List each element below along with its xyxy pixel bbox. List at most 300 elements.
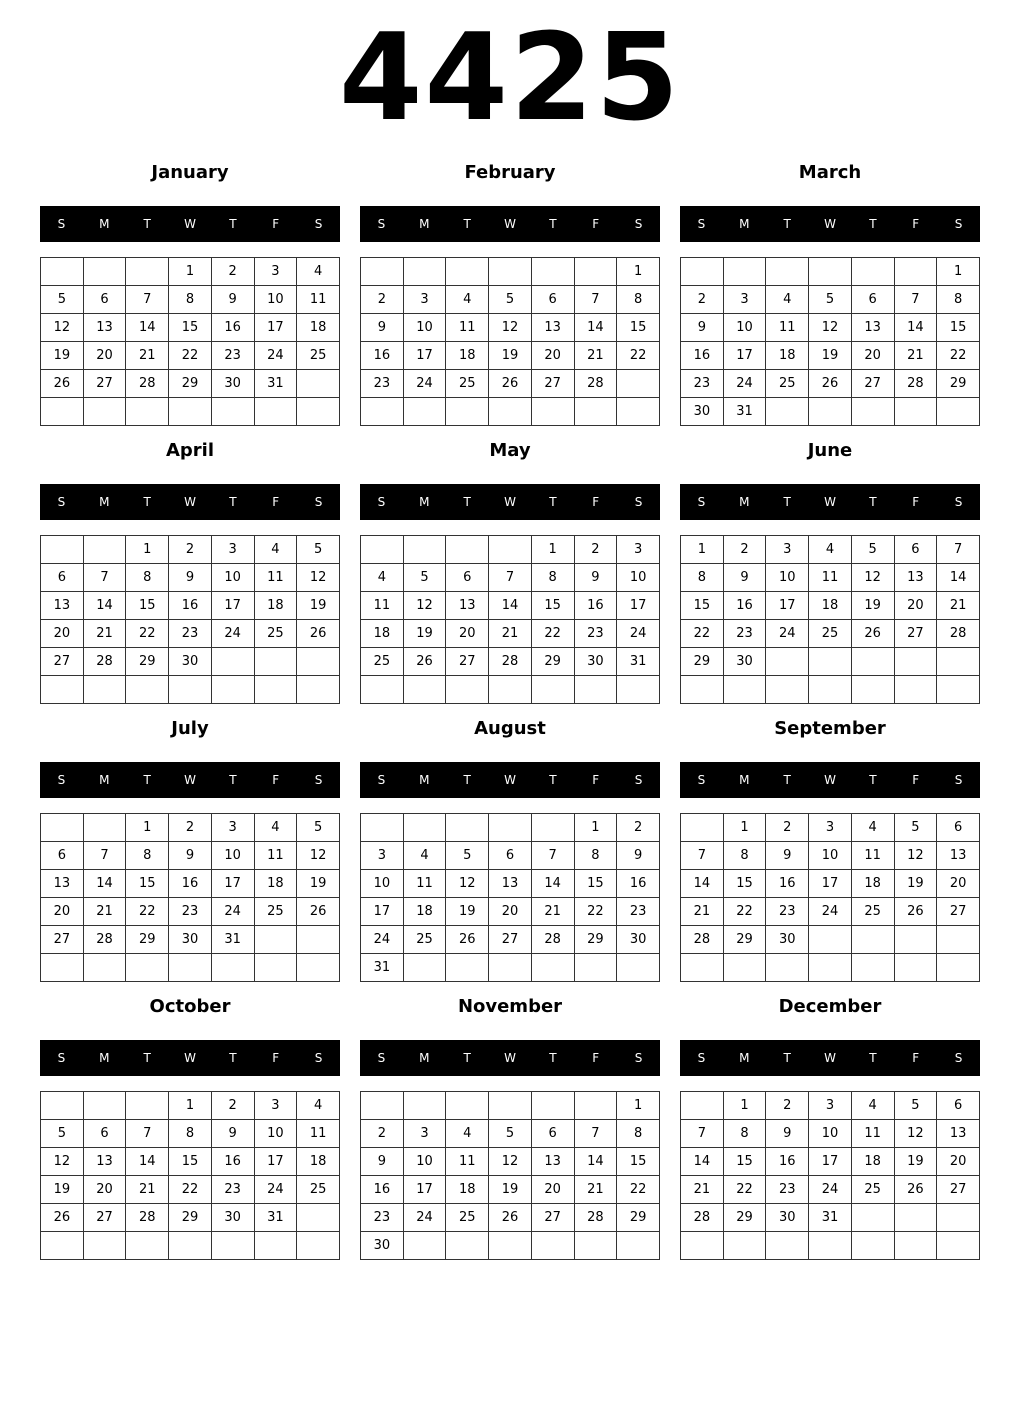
day-cell: 4 [851, 814, 894, 842]
day-cell [126, 398, 169, 426]
day-cell: 22 [681, 620, 724, 648]
day-cell: 17 [211, 592, 254, 620]
day-cell: 7 [894, 286, 937, 314]
day-cell: 4 [254, 536, 297, 564]
day-cell: 21 [126, 1176, 169, 1204]
day-cell: 12 [41, 314, 84, 342]
day-cell: 29 [723, 926, 766, 954]
day-cell: 24 [723, 370, 766, 398]
day-cell: 16 [574, 592, 617, 620]
day-cell [809, 676, 852, 704]
day-cell [126, 1232, 169, 1260]
day-cell: 13 [851, 314, 894, 342]
day-cell [446, 954, 489, 982]
weekday-label: W [184, 773, 196, 787]
day-cell: 7 [681, 842, 724, 870]
weekday-label: T [463, 773, 471, 787]
week-row [681, 954, 980, 982]
day-cell: 3 [766, 536, 809, 564]
day-cell: 20 [937, 1148, 980, 1176]
week-row [361, 676, 660, 704]
day-cell: 28 [937, 620, 980, 648]
weekday-label: F [912, 1051, 920, 1065]
weekday-label: S [697, 1051, 706, 1065]
month-name: June [807, 440, 853, 461]
day-cell: 17 [617, 592, 660, 620]
weekday-header [40, 1040, 340, 1076]
week-row [681, 620, 980, 648]
day-cell [489, 954, 532, 982]
week-row [681, 1120, 980, 1148]
weekday-label: W [184, 495, 196, 509]
day-cell [83, 258, 126, 286]
day-cell: 11 [446, 314, 489, 342]
day-cell: 15 [617, 1148, 660, 1176]
day-cell: 22 [126, 898, 169, 926]
day-cell: 10 [361, 870, 404, 898]
day-cell: 30 [211, 1204, 254, 1232]
day-cell [617, 1232, 660, 1260]
week-row [361, 648, 660, 676]
day-cell: 22 [723, 898, 766, 926]
day-cell: 29 [169, 370, 212, 398]
day-cell: 18 [254, 870, 297, 898]
day-cell: 6 [531, 1120, 574, 1148]
day-cell: 3 [723, 286, 766, 314]
day-cell [446, 258, 489, 286]
weekday-label: S [314, 217, 323, 231]
day-cell [681, 954, 724, 982]
day-cell [403, 676, 446, 704]
weekday-label: F [912, 773, 920, 787]
week-row [361, 898, 660, 926]
day-cell: 8 [681, 564, 724, 592]
day-cell: 3 [809, 814, 852, 842]
day-cell: 7 [83, 564, 126, 592]
day-cell: 25 [446, 1204, 489, 1232]
day-cell: 4 [766, 286, 809, 314]
week-row [361, 870, 660, 898]
weekday-label: F [272, 217, 280, 231]
day-cell: 14 [894, 314, 937, 342]
week-row [41, 620, 340, 648]
day-cell: 27 [894, 620, 937, 648]
day-cell [937, 1204, 980, 1232]
day-cell: 2 [574, 536, 617, 564]
day-cell: 21 [681, 898, 724, 926]
day-cell: 27 [41, 648, 84, 676]
day-cell [211, 1232, 254, 1260]
day-cell: 12 [297, 842, 340, 870]
day-cell: 15 [617, 314, 660, 342]
day-cell [851, 258, 894, 286]
day-cell: 25 [254, 620, 297, 648]
day-cell: 17 [809, 1148, 852, 1176]
day-cell [574, 676, 617, 704]
day-cell: 7 [126, 1120, 169, 1148]
day-cell: 30 [766, 926, 809, 954]
day-cell: 30 [169, 648, 212, 676]
day-cell [809, 258, 852, 286]
day-cell: 21 [126, 342, 169, 370]
weekday-label: W [824, 495, 836, 509]
day-cell [83, 398, 126, 426]
day-cell: 25 [809, 620, 852, 648]
weekday-label: T [229, 1051, 237, 1065]
day-cell: 2 [617, 814, 660, 842]
day-cell: 3 [254, 258, 297, 286]
day-cell: 23 [723, 620, 766, 648]
day-cell: 11 [297, 1120, 340, 1148]
day-cell: 4 [446, 1120, 489, 1148]
day-cell: 28 [126, 1204, 169, 1232]
month-july [40, 716, 340, 986]
weekday-label: T [869, 495, 877, 509]
day-cell: 14 [574, 1148, 617, 1176]
day-cell [851, 1232, 894, 1260]
day-cell: 19 [809, 342, 852, 370]
day-cell [531, 814, 574, 842]
day-cell [894, 954, 937, 982]
week-row [361, 954, 660, 982]
day-cell [403, 258, 446, 286]
day-cell: 17 [403, 1176, 446, 1204]
day-cell: 14 [83, 870, 126, 898]
week-row [41, 370, 340, 398]
day-cell: 22 [723, 1176, 766, 1204]
day-cell: 3 [211, 536, 254, 564]
day-cell: 8 [126, 564, 169, 592]
day-cell: 1 [574, 814, 617, 842]
day-cell: 19 [297, 592, 340, 620]
day-cell: 8 [723, 842, 766, 870]
day-cell: 9 [617, 842, 660, 870]
weekday-header [360, 762, 660, 798]
day-cell: 1 [617, 258, 660, 286]
day-cell: 30 [723, 648, 766, 676]
day-cell: 15 [681, 592, 724, 620]
day-cell: 26 [403, 648, 446, 676]
day-cell: 22 [531, 620, 574, 648]
day-cell: 11 [403, 870, 446, 898]
day-cell: 6 [937, 814, 980, 842]
day-cell: 24 [617, 620, 660, 648]
day-cell [766, 648, 809, 676]
day-cell [297, 926, 340, 954]
day-cell: 7 [937, 536, 980, 564]
day-cell: 8 [126, 842, 169, 870]
day-cell: 19 [41, 342, 84, 370]
week-row [361, 1232, 660, 1260]
day-cell: 6 [489, 842, 532, 870]
day-cell: 13 [894, 564, 937, 592]
day-cell: 12 [446, 870, 489, 898]
day-cell: 28 [126, 370, 169, 398]
weekday-label: T [143, 773, 151, 787]
day-cell: 8 [617, 286, 660, 314]
day-cell [894, 676, 937, 704]
day-cell [41, 536, 84, 564]
weekday-label: T [783, 217, 791, 231]
day-cell [617, 676, 660, 704]
weekday-label: W [504, 495, 516, 509]
day-cell: 14 [574, 314, 617, 342]
week-row [361, 398, 660, 426]
week-row [681, 842, 980, 870]
weekday-label: T [463, 1051, 471, 1065]
day-cell [83, 1092, 126, 1120]
day-cell: 20 [531, 1176, 574, 1204]
day-cell [169, 676, 212, 704]
day-cell [851, 648, 894, 676]
day-cell: 21 [574, 342, 617, 370]
day-cell: 20 [531, 342, 574, 370]
day-cell [126, 676, 169, 704]
day-cell: 22 [169, 342, 212, 370]
day-cell: 21 [681, 1176, 724, 1204]
day-cell: 6 [83, 286, 126, 314]
weekday-label: S [57, 773, 66, 787]
day-cell: 12 [41, 1148, 84, 1176]
day-cell: 21 [489, 620, 532, 648]
day-cell: 28 [489, 648, 532, 676]
day-cell: 16 [361, 342, 404, 370]
day-cell: 29 [574, 926, 617, 954]
day-cell: 29 [531, 648, 574, 676]
day-cell: 18 [254, 592, 297, 620]
month-august [360, 716, 660, 986]
day-cell: 21 [531, 898, 574, 926]
day-cell [297, 954, 340, 982]
day-cell: 4 [297, 1092, 340, 1120]
day-cell: 15 [723, 1148, 766, 1176]
weekday-label: M [419, 773, 430, 787]
day-cell [361, 1092, 404, 1120]
weekday-header [360, 206, 660, 242]
day-cell: 25 [851, 898, 894, 926]
weekday-label: S [57, 1051, 66, 1065]
day-cell: 16 [361, 1176, 404, 1204]
day-cell [254, 1232, 297, 1260]
day-cell: 25 [361, 648, 404, 676]
day-cell: 9 [766, 842, 809, 870]
day-cell: 5 [403, 564, 446, 592]
day-cell [211, 398, 254, 426]
day-cell: 5 [851, 536, 894, 564]
day-cell: 27 [531, 370, 574, 398]
weekday-label: W [824, 1051, 836, 1065]
day-cell: 5 [297, 814, 340, 842]
week-row [41, 1232, 340, 1260]
day-cell: 15 [126, 870, 169, 898]
weekday-label: T [229, 495, 237, 509]
day-cell: 19 [851, 592, 894, 620]
day-cell: 1 [681, 536, 724, 564]
week-row [41, 536, 340, 564]
day-cell [41, 398, 84, 426]
day-cell: 26 [446, 926, 489, 954]
weekday-label: S [57, 217, 66, 231]
weekday-header [360, 484, 660, 520]
day-cell: 10 [254, 286, 297, 314]
day-cell: 10 [809, 1120, 852, 1148]
weekday-label: T [229, 217, 237, 231]
day-cell: 6 [446, 564, 489, 592]
week-row [681, 870, 980, 898]
weekday-label: F [592, 1051, 600, 1065]
day-cell: 22 [126, 620, 169, 648]
week-row [361, 592, 660, 620]
day-cell: 30 [211, 370, 254, 398]
day-cell [361, 398, 404, 426]
day-cell: 13 [41, 592, 84, 620]
day-cell: 18 [851, 870, 894, 898]
week-row [361, 814, 660, 842]
day-cell: 5 [894, 1092, 937, 1120]
weekday-label: S [697, 217, 706, 231]
weekday-label: F [592, 217, 600, 231]
month-name: March [798, 162, 862, 183]
day-cell [937, 926, 980, 954]
day-cell: 30 [574, 648, 617, 676]
day-cell: 31 [254, 370, 297, 398]
day-cell: 23 [766, 1176, 809, 1204]
day-cell [574, 398, 617, 426]
weekday-label: S [377, 217, 386, 231]
day-cell: 29 [126, 648, 169, 676]
weekday-label: S [314, 773, 323, 787]
day-cell [489, 1232, 532, 1260]
day-cell: 8 [574, 842, 617, 870]
weekday-label: S [697, 495, 706, 509]
weekday-label: M [419, 1051, 430, 1065]
weekday-header [40, 484, 340, 520]
day-cell: 23 [681, 370, 724, 398]
day-cell: 26 [297, 620, 340, 648]
day-cell: 1 [723, 1092, 766, 1120]
week-row [41, 592, 340, 620]
day-cell: 15 [574, 870, 617, 898]
week-row [681, 258, 980, 286]
week-row [41, 342, 340, 370]
day-cell: 6 [851, 286, 894, 314]
day-cell: 19 [894, 870, 937, 898]
day-cell: 26 [489, 1204, 532, 1232]
day-cell: 8 [169, 286, 212, 314]
day-cell: 17 [254, 314, 297, 342]
day-cell [723, 676, 766, 704]
day-cell [766, 1232, 809, 1260]
day-cell [851, 926, 894, 954]
day-cell: 30 [169, 926, 212, 954]
day-cell: 10 [403, 1148, 446, 1176]
day-cell: 14 [83, 592, 126, 620]
day-grid [680, 1091, 980, 1260]
day-cell: 29 [617, 1204, 660, 1232]
day-grid [40, 257, 340, 426]
day-cell: 23 [766, 898, 809, 926]
day-cell [403, 536, 446, 564]
day-cell: 26 [41, 1204, 84, 1232]
day-cell: 15 [169, 1148, 212, 1176]
day-cell: 8 [723, 1120, 766, 1148]
day-cell: 23 [169, 898, 212, 926]
weekday-label: S [634, 1051, 643, 1065]
weekday-label: W [824, 773, 836, 787]
weekday-label: F [272, 773, 280, 787]
week-row [41, 926, 340, 954]
day-cell: 4 [254, 814, 297, 842]
day-cell [361, 258, 404, 286]
day-cell [446, 814, 489, 842]
day-cell: 7 [531, 842, 574, 870]
day-cell [254, 926, 297, 954]
day-cell [489, 258, 532, 286]
weekday-label: T [869, 773, 877, 787]
day-cell [723, 258, 766, 286]
week-row [681, 1148, 980, 1176]
day-cell [937, 676, 980, 704]
week-row [361, 370, 660, 398]
day-cell: 24 [361, 926, 404, 954]
day-cell: 23 [211, 342, 254, 370]
month-name: August [474, 718, 546, 739]
day-cell: 13 [937, 1120, 980, 1148]
day-cell: 18 [297, 1148, 340, 1176]
weekday-label: T [783, 1051, 791, 1065]
day-cell: 13 [531, 1148, 574, 1176]
day-cell [851, 1204, 894, 1232]
week-row [361, 1176, 660, 1204]
week-row [681, 648, 980, 676]
day-cell [297, 398, 340, 426]
day-cell: 24 [809, 1176, 852, 1204]
day-cell [809, 1232, 852, 1260]
day-cell [894, 258, 937, 286]
week-row [361, 342, 660, 370]
day-cell: 7 [574, 1120, 617, 1148]
day-cell: 1 [169, 1092, 212, 1120]
day-cell: 11 [851, 842, 894, 870]
day-cell: 20 [489, 898, 532, 926]
day-cell: 27 [83, 370, 126, 398]
weekday-label: W [184, 1051, 196, 1065]
day-cell [83, 814, 126, 842]
day-cell: 9 [169, 564, 212, 592]
day-cell: 4 [446, 286, 489, 314]
week-row [681, 1176, 980, 1204]
day-cell: 15 [169, 314, 212, 342]
day-cell [766, 676, 809, 704]
weekday-label: M [99, 495, 110, 509]
day-cell [403, 1092, 446, 1120]
month-june [680, 438, 980, 708]
day-cell [403, 1232, 446, 1260]
day-cell: 4 [851, 1092, 894, 1120]
day-cell: 28 [574, 1204, 617, 1232]
month-march [680, 160, 980, 430]
day-cell [297, 676, 340, 704]
day-cell: 10 [723, 314, 766, 342]
day-cell: 26 [851, 620, 894, 648]
week-row [681, 926, 980, 954]
weekday-label: T [549, 773, 557, 787]
day-cell: 11 [297, 286, 340, 314]
day-cell [766, 954, 809, 982]
day-cell: 2 [681, 286, 724, 314]
day-cell: 13 [489, 870, 532, 898]
day-cell: 16 [211, 314, 254, 342]
